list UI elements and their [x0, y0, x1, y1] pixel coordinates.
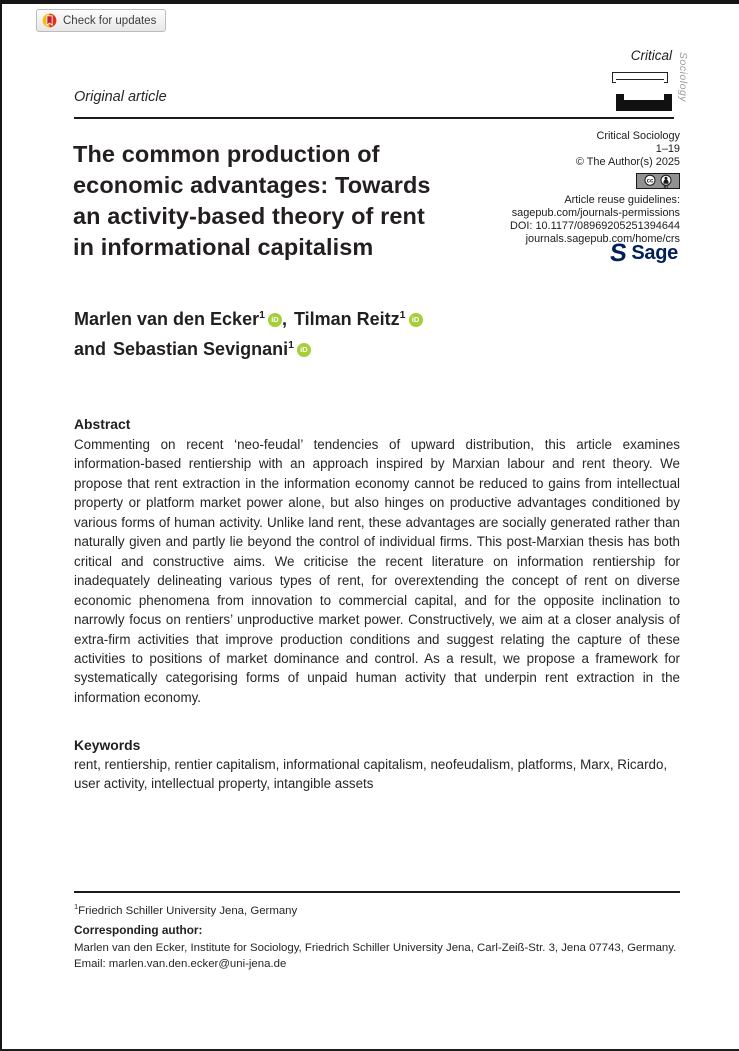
corresponding-author-email[interactable]: Email: marlen.van.den.ecker@uni-jena.de: [74, 958, 287, 970]
sage-s-mark-icon: S: [608, 239, 628, 267]
check-for-updates-button[interactable]: [36, 9, 166, 32]
author-affiliation-sup: 1: [259, 309, 265, 321]
sage-logo: [610, 241, 678, 266]
corresponding-author-heading: Corresponding author:: [74, 923, 203, 937]
check-for-updates-label: Check for updates: [63, 14, 157, 27]
cc-icon: cc: [646, 178, 654, 185]
journal-logo: [608, 48, 688, 116]
title-line: economic advantages: Towards: [73, 172, 431, 198]
header-divider: [74, 117, 674, 119]
journal-home-link[interactable]: journals.sagepub.com/home/crs: [525, 233, 680, 246]
orcid-icon[interactable]: iD: [297, 343, 311, 357]
abstract-heading: Abstract: [74, 416, 131, 432]
article-title: [73, 139, 431, 263]
author-line-1: [74, 302, 423, 332]
author-separator: ,: [281, 309, 287, 329]
author-name: Tilman Reitz: [293, 309, 400, 329]
cc-by-label: BY: [663, 184, 669, 189]
article-type-label: Original article: [74, 89, 167, 105]
author-affiliation-sup: 1: [399, 309, 406, 321]
journal-logo-filled-bracket: [616, 94, 672, 111]
journal-logo-word-critical: Critical: [630, 48, 672, 63]
author-conjunction: and: [74, 339, 107, 359]
cc-by-license-badge[interactable]: [636, 173, 680, 189]
affiliation-text: Friedrich Schiller University Jena, Germany: [78, 904, 298, 917]
title-line: in informational capitalism: [73, 234, 374, 260]
abstract-text: Commenting on recent ‘neo-feudal’ tendencies of upward distribution, this article examines information-based rentiership with an approach inspired by Marxian labour and rent theory. We propose that rent extraction in the information economy cannot be reduced to gains from intellectual property or platform market power alone, but also hinges on productive advantages conditioned by various forms of human activity. Unlike land rent, these advantages are socially generated rather than naturally given and partly lie beyond the control of individual firms. This post-Marxian thesis has both critical and constructive aims. We criticise the recent literature on information rentiership for inadequately delineating various types of rent, for overextending the concept of rent on diverse economic phenomena from innovation to commercial capital, and for the opposite inclination to narrowly focus on rentiers’ unproductive market power. Constructively, we aim at a closer analysis of extra-firm activities that improve production conditions and suggest relating the capture of these activities to positions of market dominance and control. As a result, we propose a framework for systematically categorising forms of unpaid human activity that underpin rent extraction in the information economy.: [74, 437, 680, 705]
doi-line[interactable]: DOI: 10.1177/08969205251394644: [510, 220, 680, 233]
permissions-link[interactable]: sagepub.com/journals-permissions: [511, 207, 680, 220]
affiliation-sup: 1: [74, 902, 79, 911]
sage-wordmark: Sage: [631, 242, 678, 264]
affiliation-footnote: [74, 902, 297, 917]
keywords-text: rent, rentiership, rentier capitalism, informational capitalism, neofeudalism, platforms, Marx, Ricardo, user activity, intellectual property, intangible assets: [74, 757, 668, 792]
orcid-icon[interactable]: iD: [409, 313, 423, 327]
page-range: 1–19: [655, 143, 680, 156]
journal-logo-word-sociology: Sociology: [677, 52, 689, 103]
scan-edge-top: [0, 0, 739, 4]
person-icon: [665, 176, 668, 179]
author-affiliation-sup: 1: [288, 339, 294, 351]
copyright-line: © The Author(s) 2025: [575, 156, 680, 169]
crossmark-icon: [42, 13, 57, 28]
author-byline: [74, 302, 423, 362]
title-line: The common production of: [73, 141, 380, 167]
reuse-guidelines-label: Article reuse guidelines:: [564, 193, 680, 206]
author-name: Sebastian Sevignani: [113, 339, 289, 359]
title-line: an activity-based theory of rent: [73, 203, 425, 229]
scan-edge-left: [0, 0, 2, 1051]
journal-meta-block: [510, 130, 680, 247]
journal-logo-outline-bracket: [612, 72, 668, 83]
footnote-divider: [74, 891, 680, 893]
keywords-heading: Keywords: [74, 737, 141, 753]
author-line-2: [74, 332, 423, 362]
journal-name: Critical Sociology: [596, 130, 680, 142]
orcid-icon[interactable]: iD: [268, 313, 282, 327]
corresponding-author-address: Marlen van den Ecker, Institute for Sociology, Friedrich Schiller University Jena, Carl-Zeiß-Str. 3, Jena 07743, Germany.: [74, 942, 677, 954]
author-name: Marlen van den Ecker: [74, 309, 260, 329]
